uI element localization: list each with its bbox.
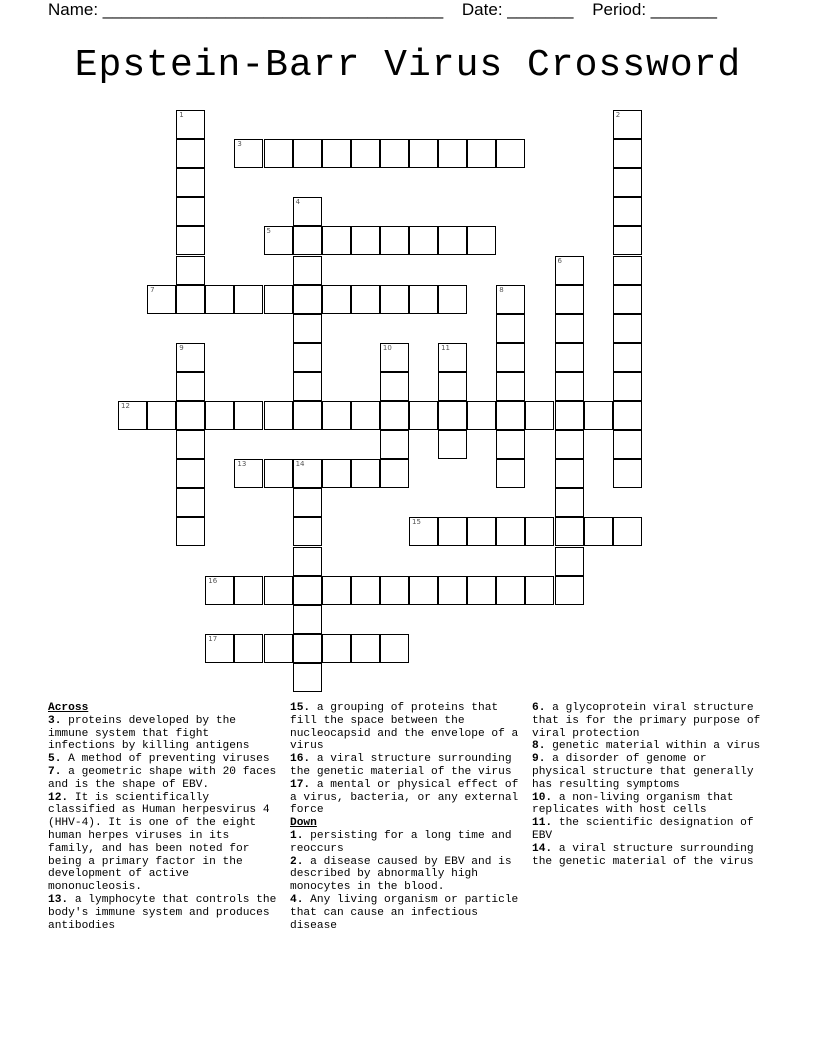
- clue-number: 15: [412, 518, 421, 527]
- grid-cell[interactable]: [205, 401, 234, 430]
- grid-cell[interactable]: [496, 576, 525, 605]
- grid-cell[interactable]: [467, 401, 496, 430]
- grid-cell[interactable]: [496, 430, 525, 459]
- grid-cell[interactable]: [496, 314, 525, 343]
- grid-cell[interactable]: [409, 401, 438, 430]
- grid-cell[interactable]: [176, 168, 205, 197]
- grid-cell[interactable]: [555, 343, 584, 372]
- across-clue-list-continued: [290, 702, 522, 817]
- grid-cell[interactable]: [293, 197, 322, 226]
- grid-cell[interactable]: [555, 517, 584, 546]
- down-heading: Down: [290, 817, 317, 830]
- grid-cell[interactable]: [234, 139, 263, 168]
- clue-item-number: 13.: [48, 893, 69, 906]
- grid-cell[interactable]: [293, 634, 322, 663]
- grid-cell[interactable]: [496, 517, 525, 546]
- clue-item-number: 2.: [290, 855, 304, 868]
- clue-item-number: 3.: [48, 714, 62, 727]
- grid-cell[interactable]: [613, 517, 642, 546]
- clue-item: 7. a geometric shape with 20 faces and is the shape of EBV.: [48, 765, 277, 791]
- clue-item-number: 16.: [290, 753, 311, 766]
- grid-cell[interactable]: [234, 634, 263, 663]
- grid-cell[interactable]: [351, 401, 380, 430]
- grid-cell[interactable]: [409, 576, 438, 605]
- grid-cell[interactable]: [555, 401, 584, 430]
- grid-cell[interactable]: [555, 547, 584, 576]
- grid-cell[interactable]: [613, 256, 642, 285]
- grid-cell[interactable]: [525, 576, 554, 605]
- page-title: Epstein-Barr Virus Crossword: [74, 44, 742, 87]
- clue-item-number: 9.: [532, 753, 546, 766]
- grid-cell[interactable]: [176, 343, 205, 372]
- grid-cell[interactable]: [555, 488, 584, 517]
- grid-cell[interactable]: [293, 547, 322, 576]
- grid-cell[interactable]: [380, 372, 409, 401]
- grid-cell[interactable]: [351, 226, 380, 255]
- grid-cell[interactable]: [409, 226, 438, 255]
- clue-number: 4: [295, 198, 301, 207]
- clue-number: 8: [499, 285, 504, 294]
- grid-cell[interactable]: [613, 139, 642, 168]
- grid-cell[interactable]: [380, 576, 409, 605]
- grid-cell[interactable]: [234, 459, 263, 488]
- grid-cell[interactable]: [322, 226, 351, 255]
- grid-cell[interactable]: [264, 139, 293, 168]
- grid-cell[interactable]: [555, 256, 584, 285]
- grid-cell[interactable]: [293, 139, 322, 168]
- clue-number: 2: [615, 111, 621, 119]
- grid-cell[interactable]: [322, 459, 351, 488]
- down-clue-list-continued: [532, 702, 764, 868]
- clue-item: 14. a viral structure surrounding the genetic material of the virus: [532, 842, 754, 868]
- clue-number: 1: [179, 111, 184, 119]
- grid-cell[interactable]: [147, 401, 176, 430]
- clue-item: 1. persisting for a long time and reoccurs: [290, 829, 512, 855]
- clue-number: 5: [266, 227, 271, 236]
- grid-cell[interactable]: [555, 314, 584, 343]
- grid-cell[interactable]: [351, 576, 380, 605]
- grid-cell[interactable]: [176, 197, 205, 226]
- grid-cell[interactable]: [613, 372, 642, 401]
- grid-cell[interactable]: [555, 459, 584, 488]
- clue-item-number: 11.: [532, 817, 553, 830]
- grid-cell[interactable]: [525, 517, 554, 546]
- grid-cell[interactable]: [322, 576, 351, 605]
- grid-cell[interactable]: [293, 459, 322, 488]
- clue-item: 3. proteins developed by the immune system that fight infections by killing antigens: [48, 714, 250, 753]
- clue-number: 6: [557, 256, 562, 265]
- grid-cell[interactable]: [293, 226, 322, 255]
- grid-cell[interactable]: [438, 576, 467, 605]
- clue-item-number: 1.: [290, 829, 304, 842]
- grid-cell[interactable]: [380, 430, 409, 459]
- grid-cell[interactable]: [613, 401, 642, 430]
- grid-cell[interactable]: [613, 285, 642, 314]
- down-clue-list: [290, 830, 522, 932]
- clue-item-number: 5.: [48, 753, 62, 766]
- grid-cell[interactable]: [293, 663, 322, 692]
- across-heading: Across: [48, 702, 89, 714]
- grid-cell[interactable]: [613, 314, 642, 343]
- grid-cell[interactable]: [205, 576, 234, 605]
- clue-number: 12: [121, 402, 130, 410]
- grid-cell[interactable]: [438, 139, 467, 168]
- grid-cell[interactable]: [438, 343, 467, 372]
- grid-cell[interactable]: [613, 459, 642, 488]
- clue-item: 10. a non-living organism that replicates with host cells: [532, 791, 734, 817]
- grid-cell[interactable]: [438, 372, 467, 401]
- grid-cell[interactable]: [555, 430, 584, 459]
- grid-cell[interactable]: [351, 634, 380, 663]
- clue-item-number: 4.: [290, 893, 304, 906]
- clues-column-1: [48, 702, 280, 932]
- grid-cell[interactable]: [264, 459, 293, 488]
- grid-cell[interactable]: [264, 576, 293, 605]
- grid-cell[interactable]: [205, 634, 234, 663]
- grid-cell[interactable]: [409, 517, 438, 546]
- grid-cell[interactable]: [293, 401, 322, 430]
- clue-item: 16. a viral structure surrounding the genetic material of the virus: [290, 753, 512, 778]
- grid-cell[interactable]: [380, 459, 409, 488]
- clue-item: 8. genetic material within a virus: [532, 740, 761, 753]
- grid-cell[interactable]: [293, 314, 322, 343]
- grid-cell[interactable]: [176, 401, 205, 430]
- grid-cell[interactable]: [555, 372, 584, 401]
- clue-item-number: 12.: [48, 791, 69, 804]
- grid-cell[interactable]: [205, 285, 234, 314]
- grid-cell[interactable]: [264, 634, 293, 663]
- grid-cell[interactable]: [322, 285, 351, 314]
- clue-item: 17. a mental or physical effect of a virus, bacteria, or any external force: [290, 778, 519, 817]
- grid-cell[interactable]: [264, 226, 293, 255]
- grid-cell[interactable]: [176, 517, 205, 546]
- grid-cell[interactable]: [322, 401, 351, 430]
- clue-number: 13: [237, 460, 247, 469]
- clue-item: 15. a grouping of proteins that fill the space between the nucleocapsid and the envelope of a virus: [290, 702, 519, 753]
- grid-cell[interactable]: [176, 430, 205, 459]
- grid-cell[interactable]: [380, 139, 409, 168]
- grid-cell[interactable]: [496, 285, 525, 314]
- grid-cell[interactable]: [293, 517, 322, 546]
- grid-cell[interactable]: [380, 285, 409, 314]
- clue-item-number: 15.: [290, 702, 311, 714]
- clues-column-2: [290, 702, 522, 932]
- grid-cell[interactable]: [438, 517, 467, 546]
- grid-cell[interactable]: [264, 285, 293, 314]
- grid-cell[interactable]: [147, 285, 176, 314]
- grid-cell[interactable]: [613, 197, 642, 226]
- clue-item-number: 7.: [48, 765, 62, 778]
- grid-cell[interactable]: [467, 226, 496, 255]
- date-field-label: Date: _______: [461, 0, 574, 19]
- grid-cell[interactable]: [613, 343, 642, 372]
- grid-cell[interactable]: [496, 139, 525, 168]
- clue-number: 9: [179, 343, 184, 352]
- grid-cell[interactable]: [293, 372, 322, 401]
- grid-cell[interactable]: [496, 401, 525, 430]
- grid-cell[interactable]: [293, 343, 322, 372]
- clue-item-number: 14.: [532, 842, 553, 855]
- grid-cell[interactable]: [380, 401, 409, 430]
- clue-item-number: 17.: [290, 778, 311, 791]
- grid-cell[interactable]: [409, 139, 438, 168]
- grid-cell[interactable]: [176, 139, 205, 168]
- clue-item: 5. A method of preventing viruses: [48, 753, 270, 766]
- grid-cell[interactable]: [176, 110, 205, 139]
- grid-cell[interactable]: [380, 343, 409, 372]
- grid-cell[interactable]: [293, 256, 322, 285]
- clue-number: 7: [150, 285, 155, 294]
- grid-cell[interactable]: [438, 430, 467, 459]
- grid-cell[interactable]: [118, 401, 147, 430]
- grid-cell[interactable]: [293, 488, 322, 517]
- grid-cell[interactable]: [234, 576, 263, 605]
- grid-cell[interactable]: [467, 139, 496, 168]
- clue-item: 6. a glycoprotein viral structure that is for the primary purpose of viral protection: [532, 702, 761, 740]
- name-field-label: Name: ____________________________________: [48, 0, 444, 19]
- clue-number: 11: [441, 343, 451, 352]
- grid-cell[interactable]: [293, 576, 322, 605]
- grid-cell[interactable]: [234, 285, 263, 314]
- grid-cell[interactable]: [351, 139, 380, 168]
- grid-cell[interactable]: [613, 430, 642, 459]
- period-field-label: Period: _______: [592, 0, 717, 19]
- grid-cell[interactable]: [584, 517, 613, 546]
- grid-cell[interactable]: [293, 285, 322, 314]
- grid-cell[interactable]: [293, 605, 322, 634]
- grid-cell[interactable]: [380, 634, 409, 663]
- grid-cell[interactable]: [555, 576, 584, 605]
- grid-cell[interactable]: [525, 401, 554, 430]
- grid-cell[interactable]: [380, 226, 409, 255]
- grid-cell[interactable]: [409, 285, 438, 314]
- clue-number: 3: [237, 140, 242, 149]
- grid-cell[interactable]: [176, 226, 205, 255]
- grid-cell[interactable]: [176, 372, 205, 401]
- clue-item: 12. It is scientifically classified as Human herpesvirus 4 (HHV-4). It is one of the eight human herpes viruses in its family, and has been noted for being a primary factor in the development of active mononucleosis.: [48, 791, 270, 894]
- grid-cell[interactable]: [496, 459, 525, 488]
- clue-number: 14: [295, 460, 305, 469]
- grid-cell[interactable]: [496, 343, 525, 372]
- clue-number: 17: [208, 634, 218, 643]
- clue-item: 4. Any living organism or particle that can cause an infectious disease: [290, 893, 519, 932]
- grid-cell[interactable]: [264, 401, 293, 430]
- clue-item-number: 10.: [532, 791, 553, 804]
- grid-cell[interactable]: [176, 488, 205, 517]
- grid-cell[interactable]: [613, 168, 642, 197]
- grid-cell[interactable]: [322, 139, 351, 168]
- grid-cell[interactable]: [584, 401, 613, 430]
- clue-item-number: 8.: [532, 740, 546, 753]
- clue-number: 16: [208, 576, 218, 585]
- clue-item-number: 6.: [532, 702, 546, 714]
- across-clue-list: [48, 715, 280, 933]
- clue-item: 9. a disorder of genome or physical structure that generally has resulting symptoms: [532, 753, 754, 791]
- grid-cell[interactable]: [176, 285, 205, 314]
- grid-cell[interactable]: [496, 372, 525, 401]
- clue-item: 11. the scientific designation of EBV: [532, 817, 754, 842]
- grid-cell[interactable]: [234, 401, 263, 430]
- grid-cell[interactable]: [438, 226, 467, 255]
- clues-column-3: [532, 702, 764, 868]
- grid-cell[interactable]: [555, 285, 584, 314]
- grid-cell[interactable]: [467, 517, 496, 546]
- grid-cell[interactable]: [351, 459, 380, 488]
- grid-cell[interactable]: [438, 401, 467, 430]
- clue-item: 13. a lymphocyte that controls the body's immune system and produces antibodies: [48, 893, 277, 932]
- grid-cell[interactable]: [613, 110, 642, 139]
- grid-cell[interactable]: [351, 285, 380, 314]
- clue-number: 10: [382, 343, 392, 352]
- grid-cell[interactable]: [322, 634, 351, 663]
- grid-cell[interactable]: [467, 576, 496, 605]
- clue-item: 2. a disease caused by EBV and is described by abnormally high monocytes in the blood.: [290, 855, 512, 894]
- grid-cell[interactable]: [438, 285, 467, 314]
- grid-cell[interactable]: [176, 256, 205, 285]
- grid-cell[interactable]: [176, 459, 205, 488]
- grid-cell[interactable]: [613, 226, 642, 255]
